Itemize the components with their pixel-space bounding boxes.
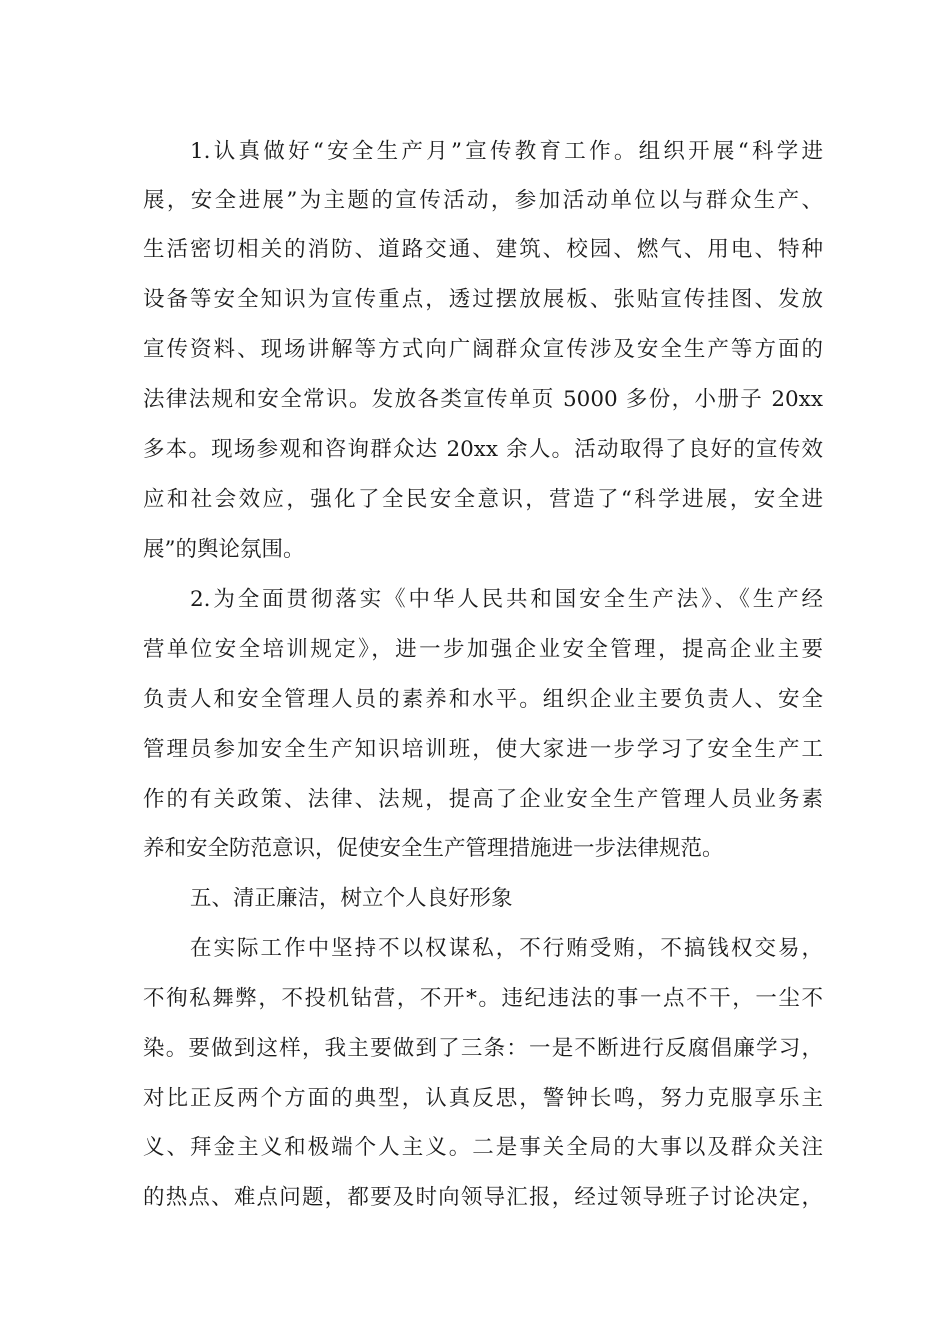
paragraph-2-line-3: 负责人和安全管理人员的素养和水平。组织企业主要负责人、安全 [143,687,823,712]
paragraph-1-line-2: 展，安全进展”为主题的宣传活动，参加活动单位以与群众生产、 [143,188,823,213]
paragraph-2-line-1: 2.为全面贯彻落实《中华人民共和国安全生产法》、《生产经 [190,587,823,612]
paragraph-1-line-8: 应和社会效应，强化了全民安全意识，营造了“科学进展，安全进 [143,487,823,512]
paragraph-3-line-5: 义、拜金主义和极端个人主义。二是事关全局的大事以及群众关注 [143,1135,823,1160]
paragraph-3-line-4: 对比正反两个方面的典型，认真反思，警钟长鸣，努力克服享乐主 [143,1086,823,1111]
paragraph-2-line-2: 营单位安全培训规定》，进一步加强企业安全管理，提高企业主要 [143,637,823,662]
paragraph-1-line-3: 生活密切相关的消防、道路交通、建筑、校园、燃气、用电、特种 [143,237,823,262]
paragraph-3-line-3: 染。要做到这样，我主要做到了三条：一是不断进行反腐倡廉学习， [143,1036,823,1061]
paragraph-1-line-7: 多本。现场参观和咨询群众达 20xx 余人。活动取得了良好的宣传效 [143,437,823,462]
paragraph-2-line-4: 管理员参加安全生产知识培训班，使大家进一步学习了安全生产工 [143,737,823,762]
paragraph-3-line-2: 不徇私舞弊，不投机钻营，不开*。违纪违法的事一点不干，一尘不 [143,986,823,1011]
paragraph-1-line-9: 展”的舆论氛围。 [143,537,305,562]
paragraph-1-line-6: 法律法规和安全常识。发放各类宣传单页 5000 多份，小册子 20xx [143,387,823,412]
paragraph-2-line-5: 作的有关政策、法律、法规，提高了企业安全生产管理人员业务素 [143,787,823,812]
paragraph-3-line-1: 在实际工作中坚持不以权谋私，不行贿受贿，不搞钱权交易， [190,936,823,961]
paragraph-1-line-5: 宣传资料、现场讲解等方式向广阔群众宣传涉及安全生产等方面的 [143,337,823,362]
paragraph-2-line-6: 养和安全防范意识，促使安全生产管理措施进一步法律规范。 [143,836,724,861]
paragraph-1-line-1: 1.认真做好“安全生产月”宣传教育工作。组织开展“科学进 [190,139,823,164]
section-heading: 五、清正廉洁，树立个人良好形象 [190,886,513,911]
paragraph-3-line-6: 的热点、难点问题，都要及时向领导汇报，经过领导班子讨论决定， [143,1185,823,1210]
paragraph-1-line-4: 设备等安全知识为宣传重点，透过摆放展板、张贴宣传挂图、发放 [143,287,823,312]
